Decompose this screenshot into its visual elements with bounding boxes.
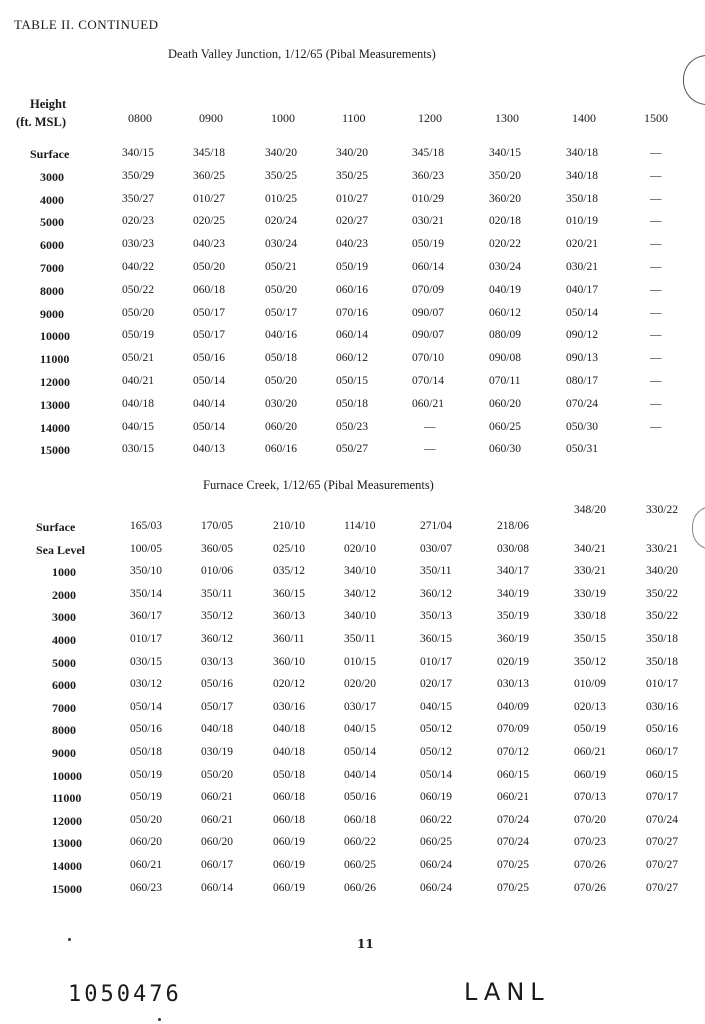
table-cell: 070/27 [646, 881, 678, 894]
table-cell: 070/09 [497, 723, 529, 736]
table-cell: 070/25 [497, 881, 529, 894]
row-label: 12000 [40, 375, 70, 389]
table-cell: 050/14 [566, 306, 598, 319]
row-label: 2000 [52, 587, 76, 602]
table-cell: 060/25 [344, 859, 376, 871]
table-cell: 040/18 [273, 746, 305, 758]
time-header: 0900 [199, 111, 223, 125]
table-cell: 030/23 [122, 238, 154, 251]
table-cell: 360/12 [201, 633, 233, 645]
table-cell: 030/19 [201, 746, 233, 758]
table-cell: 050/16 [193, 352, 225, 365]
table-cell: 345/18 [412, 147, 444, 159]
table-cell: 060/21 [201, 791, 233, 804]
table-cell: 060/15 [646, 768, 678, 781]
table-cell: 030/17 [344, 700, 376, 713]
table-cell: 050/18 [273, 768, 305, 781]
row-label: 1000 [52, 565, 76, 580]
table-cell: 025/10 [273, 542, 305, 555]
table-cell: 060/25 [489, 420, 521, 433]
table-cell: 060/22 [420, 813, 452, 826]
table-cell: 050/16 [130, 723, 162, 736]
table-cell: 020/19 [497, 655, 529, 668]
height-units-header: (ft. MSL) [16, 115, 66, 129]
table-cell: 350/19 [497, 610, 529, 623]
table-cell: 060/23 [130, 881, 162, 894]
table-cell: — [650, 215, 662, 228]
table-cell: 060/18 [273, 813, 305, 826]
table-cell: 050/20 [265, 283, 297, 296]
table-cell: 050/17 [193, 306, 225, 319]
table-cell: 030/15 [130, 655, 162, 668]
table-cell: 070/14 [412, 375, 444, 387]
table-cell: 360/15 [273, 587, 305, 600]
table-cell: 040/14 [193, 397, 225, 410]
table-cell: 060/25 [420, 836, 452, 849]
table-cell: 060/24 [420, 859, 452, 871]
table-cell: 350/10 [130, 565, 162, 578]
table-cell: 020/23 [122, 215, 154, 228]
table-cell: 050/12 [420, 746, 452, 758]
table-cell: 050/19 [122, 329, 154, 342]
table-cell: 020/22 [489, 238, 521, 251]
table-cell: 030/07 [420, 542, 452, 555]
table-cell: 340/17 [497, 565, 529, 578]
table-cell: 050/19 [412, 238, 444, 251]
row-label: 12000 [52, 813, 82, 828]
table-cell: 060/22 [344, 836, 376, 849]
row-label: 6000 [52, 678, 76, 693]
table-cell: 080/09 [489, 329, 521, 342]
table-cell: 050/22 [122, 283, 154, 296]
table-cell: 030/16 [273, 700, 305, 713]
table-cell: 050/12 [420, 723, 452, 736]
table-cell: 060/19 [273, 836, 305, 849]
binder-hole-mark [692, 506, 705, 550]
table-cell: 340/20 [336, 147, 368, 159]
table-cell: 060/20 [489, 397, 521, 410]
table-cell: 030/21 [566, 261, 598, 273]
table-cell: 050/16 [646, 723, 678, 736]
table-cell: 040/18 [273, 723, 305, 736]
time-header: 1000 [271, 111, 295, 125]
table-cell: 040/15 [344, 723, 376, 736]
table-cell: 060/18 [344, 813, 376, 826]
table-cell: 020/24 [265, 215, 297, 228]
row-label: 9000 [52, 746, 76, 760]
table-cell: 050/14 [420, 768, 452, 781]
table-cell: 345/18 [193, 147, 225, 159]
table-cell: 060/19 [420, 791, 452, 804]
table-cell: 040/18 [201, 723, 233, 736]
table-cell: 030/12 [130, 678, 162, 691]
table-cell: 360/20 [489, 192, 521, 205]
table-cell: 030/08 [497, 542, 529, 555]
time-header: 0800 [128, 111, 152, 125]
table-cell: 010/19 [566, 215, 598, 228]
table-cell: 340/10 [344, 565, 376, 578]
table-cell: 090/07 [412, 306, 444, 319]
table-cell: 040/18 [122, 397, 154, 410]
table-cell: 050/20 [122, 306, 154, 319]
table-cell: 050/19 [130, 791, 162, 804]
table-cell: — [650, 306, 662, 319]
table-cell: 040/15 [420, 700, 452, 713]
table-cell: 060/18 [193, 283, 225, 296]
height-header: Height [30, 97, 67, 111]
table-cell: 070/10 [412, 352, 444, 365]
table-cell: 010/25 [265, 192, 297, 205]
table-cell: 050/16 [201, 678, 233, 691]
table-cell: 060/17 [201, 859, 233, 871]
table-cell: 040/23 [193, 238, 225, 251]
table-cell: 070/26 [574, 881, 606, 894]
table-cell: 350/11 [201, 587, 233, 600]
table-cell: 350/12 [201, 610, 233, 623]
table-cell: — [424, 443, 436, 456]
table-cell: — [650, 375, 662, 387]
row-label: 8000 [40, 283, 64, 298]
table-cell: 330/22 [646, 504, 678, 516]
row-label: 11000 [52, 791, 82, 806]
table-cell: 050/23 [336, 420, 368, 433]
table-cell: 050/17 [201, 700, 233, 713]
table-cell: 050/16 [344, 791, 376, 804]
table-cell: 010/27 [193, 192, 225, 205]
table-cell: 020/18 [489, 215, 521, 228]
table-cell: 090/12 [566, 329, 598, 342]
table-cell: 020/10 [344, 542, 376, 555]
row-label: 15000 [40, 443, 70, 458]
row-label: Surface [30, 147, 70, 161]
table-cell: 060/21 [497, 791, 529, 804]
table-cell: 210/10 [273, 520, 305, 532]
table-cell: 350/25 [265, 169, 297, 182]
table-cell: 070/13 [574, 791, 606, 804]
table-cell: 040/16 [265, 329, 297, 342]
table-cell: 080/17 [566, 375, 598, 387]
row-label: 3000 [40, 169, 64, 184]
row-label: 4000 [52, 633, 76, 647]
table-cell: 350/22 [646, 587, 678, 600]
table-cell: 060/21 [130, 859, 162, 871]
table-cell: 070/27 [646, 859, 678, 871]
section-title-death-valley: Death Valley Junction, 1/12/65 (Pibal Measurements) [168, 47, 436, 61]
table-cell: 050/14 [193, 375, 225, 387]
table-cell: 010/09 [574, 678, 606, 691]
table-cell: 060/16 [336, 283, 368, 296]
time-header: 1200 [418, 111, 442, 125]
table-cell: 360/10 [273, 655, 305, 668]
table-cell: 060/30 [489, 443, 521, 456]
table-cell: 060/20 [130, 836, 162, 849]
table-cell: 360/05 [201, 542, 233, 555]
table-cell: 060/14 [201, 881, 233, 894]
table-cell: 330/19 [574, 587, 606, 600]
table-cell: 070/12 [497, 746, 529, 758]
table-cell: 060/14 [412, 261, 444, 273]
table-cell: 218/06 [497, 520, 529, 532]
table-cell: 360/11 [273, 633, 305, 645]
row-label: 14000 [40, 420, 70, 435]
table-cell: 060/15 [497, 768, 529, 781]
table-cell: 060/14 [336, 329, 368, 342]
table-cell: 035/12 [273, 565, 305, 578]
table-cell: 070/24 [566, 397, 598, 410]
row-label: 10000 [40, 329, 70, 344]
table-cell: 030/20 [265, 397, 297, 410]
table-cell: 050/19 [574, 723, 606, 736]
table-cell: 060/19 [273, 859, 305, 871]
table-cell: 050/17 [265, 306, 297, 319]
table-cell: 030/15 [122, 443, 154, 456]
table-cell: 360/23 [412, 169, 444, 182]
table-cell: 070/27 [646, 836, 678, 849]
table-cell: 350/13 [420, 610, 452, 623]
table-cell: 010/15 [344, 655, 376, 668]
row-label: 10000 [52, 768, 82, 783]
table-cell: 060/21 [412, 397, 444, 410]
table-cell: 360/19 [497, 633, 529, 645]
table-cell: 340/20 [265, 147, 297, 159]
table-cell: 340/10 [344, 610, 376, 623]
table-cell: 060/12 [336, 352, 368, 365]
table-cell: 040/23 [336, 238, 368, 251]
table-cell: 010/17 [130, 633, 162, 645]
table-cell: 020/25 [193, 215, 225, 228]
table-label: TABLE II. CONTINUED [14, 17, 159, 32]
table-cell: 330/18 [574, 610, 606, 623]
table-cell: 020/13 [574, 700, 606, 713]
table-cell: 040/15 [122, 420, 154, 433]
table-cell: 090/08 [489, 352, 521, 365]
table-cell: 170/05 [201, 520, 233, 532]
table-cell: 348/20 [574, 504, 606, 516]
row-label: 4000 [40, 192, 64, 207]
page-number: 11 [357, 937, 374, 951]
table-cell: 070/17 [646, 791, 678, 804]
table-cell: 070/25 [497, 859, 529, 871]
table-cell: — [650, 329, 662, 342]
row-label: 15000 [52, 881, 82, 896]
table-cell: — [650, 397, 662, 410]
table-cell: 010/17 [646, 678, 678, 691]
table-cell: 350/22 [646, 610, 678, 623]
table-cell: 050/19 [336, 261, 368, 273]
table-cell: 050/18 [265, 352, 297, 365]
table-cell: 340/18 [566, 147, 598, 159]
table-cell: 030/13 [497, 678, 529, 691]
time-header: 1300 [495, 111, 519, 125]
table-cell: 060/19 [273, 881, 305, 894]
table-cell: 050/14 [344, 746, 376, 758]
table-cell: 100/05 [130, 542, 162, 555]
table-cell: 060/20 [201, 836, 233, 849]
row-label: 6000 [40, 238, 64, 253]
table-cell: 340/12 [344, 587, 376, 600]
row-label: 14000 [52, 859, 82, 873]
table-cell: 340/20 [646, 565, 678, 578]
table-cell: — [650, 238, 662, 251]
table-cell: 070/23 [574, 836, 606, 849]
table-cell: 060/26 [344, 881, 376, 894]
table-cell: 050/21 [122, 352, 154, 365]
table-cell: 020/17 [420, 678, 452, 691]
row-label: 13000 [40, 397, 70, 412]
table-cell: 060/21 [574, 746, 606, 758]
table-cell: 360/12 [420, 587, 452, 600]
table-cell: 360/15 [420, 633, 452, 645]
table-cell: 060/12 [489, 306, 521, 319]
table-cell: 020/27 [336, 215, 368, 228]
table-cell: 050/18 [130, 746, 162, 758]
table-cell: 010/06 [201, 565, 233, 578]
table-cell: 340/15 [122, 147, 154, 159]
table-cell: 050/31 [566, 443, 598, 456]
table-cell: 050/27 [336, 443, 368, 456]
table-cell: 070/20 [574, 813, 606, 826]
table-cell: 350/18 [646, 655, 678, 668]
time-header: 1400 [572, 111, 596, 125]
table-cell: 060/24 [420, 881, 452, 894]
table-cell: 040/13 [193, 443, 225, 456]
table-cell: 020/21 [566, 238, 598, 251]
row-label: 7000 [40, 261, 64, 275]
table-cell: 020/12 [273, 678, 305, 691]
table-cell: 050/18 [336, 397, 368, 410]
table-cell: 010/17 [420, 655, 452, 668]
row-label: 3000 [52, 610, 76, 625]
table-cell: 040/17 [566, 283, 598, 296]
table-cell: 165/03 [130, 520, 162, 532]
table-cell: 070/24 [497, 836, 529, 849]
table-cell: 060/19 [574, 768, 606, 781]
table-cell: 271/04 [420, 520, 452, 532]
speck [68, 938, 71, 941]
table-cell: — [650, 147, 662, 159]
table-cell: — [650, 169, 662, 182]
table-cell: 360/13 [273, 610, 305, 623]
table-cell: 040/19 [489, 283, 521, 296]
table-cell: 070/09 [412, 283, 444, 296]
table-cell: 040/09 [497, 700, 529, 713]
table-cell: 050/17 [193, 329, 225, 342]
table-cell: 350/18 [646, 633, 678, 645]
table-cell: 330/21 [646, 542, 678, 555]
table-cell: 030/13 [201, 655, 233, 668]
speck [158, 1018, 161, 1021]
table-cell: 060/21 [201, 813, 233, 826]
table-cell: 030/24 [265, 238, 297, 251]
table-cell: 050/20 [265, 375, 297, 387]
table-cell: 350/11 [344, 633, 376, 645]
row-label: 5000 [40, 215, 64, 230]
row-label: 11000 [40, 352, 70, 367]
table-cell: 340/21 [574, 542, 606, 555]
table-cell: 050/20 [130, 813, 162, 826]
table-cell: — [650, 420, 662, 433]
table-cell: 360/17 [130, 610, 162, 623]
table-cell: 040/14 [344, 768, 376, 781]
table-cell: 060/16 [265, 443, 297, 456]
table-cell: 350/18 [566, 192, 598, 205]
document-id: 1050476 [68, 982, 182, 1007]
table-cell: — [650, 352, 662, 365]
table-cell: 050/15 [336, 375, 368, 387]
binder-hole-mark [683, 55, 705, 105]
table-cell: 350/20 [489, 169, 521, 182]
table-cell: 114/10 [344, 520, 376, 532]
table-cell: 050/30 [566, 420, 598, 433]
table-cell: 050/21 [265, 261, 297, 273]
row-label: 13000 [52, 836, 82, 851]
table-cell: 350/12 [574, 655, 606, 668]
table-cell: 340/18 [566, 169, 598, 182]
table-cell: — [650, 261, 662, 273]
table-cell: 020/20 [344, 678, 376, 691]
table-cell: 350/25 [336, 169, 368, 182]
table-cell: 350/27 [122, 192, 154, 205]
table-cell: 350/15 [574, 633, 606, 645]
table-cell: 050/20 [201, 768, 233, 781]
table-cell: 070/24 [646, 813, 678, 826]
table-cell: 060/20 [265, 420, 297, 433]
table-cell: 090/07 [412, 329, 444, 342]
table-cell: — [650, 283, 662, 296]
table-cell: 050/19 [130, 768, 162, 781]
time-header: 1100 [342, 111, 366, 125]
table-cell: — [424, 420, 436, 433]
time-header: 1500 [644, 111, 668, 125]
table-cell: — [650, 192, 662, 205]
table-cell: 050/14 [193, 420, 225, 433]
row-label: Sea Level [36, 542, 85, 557]
table-cell: 030/16 [646, 700, 678, 713]
table-cell: 070/26 [574, 859, 606, 871]
table-cell: 350/14 [130, 587, 162, 600]
table-cell: 360/25 [193, 169, 225, 182]
row-label: 7000 [52, 700, 76, 715]
table-cell: 070/11 [489, 375, 521, 387]
row-label: Surface [36, 520, 76, 534]
table-cell: 010/27 [336, 192, 368, 205]
table-cell: 330/21 [574, 565, 606, 578]
table-cell: 050/14 [130, 700, 162, 713]
table-cell: 010/29 [412, 192, 444, 205]
archive-stamp: LANL [464, 978, 550, 1006]
table-cell: 070/24 [497, 813, 529, 826]
table-cell: 350/29 [122, 169, 154, 182]
table-cell: 040/21 [122, 375, 154, 387]
table-cell: 040/22 [122, 261, 154, 273]
table-cell: 030/24 [489, 261, 521, 273]
table-cell: 340/19 [497, 587, 529, 600]
section-title-furnace-creek: Furnace Creek, 1/12/65 (Pibal Measurements) [203, 478, 434, 492]
table-cell: 070/16 [336, 306, 368, 319]
row-label: 9000 [40, 306, 64, 321]
table-cell: 340/15 [489, 147, 521, 159]
table-cell: 050/20 [193, 261, 225, 273]
row-label: 5000 [52, 655, 76, 670]
table-cell: 030/21 [412, 215, 444, 228]
row-label: 8000 [52, 723, 76, 738]
table-cell: 060/17 [646, 746, 678, 758]
table-cell: 090/13 [566, 352, 598, 365]
table-cell: 350/11 [420, 565, 452, 578]
table-cell: 060/18 [273, 791, 305, 804]
